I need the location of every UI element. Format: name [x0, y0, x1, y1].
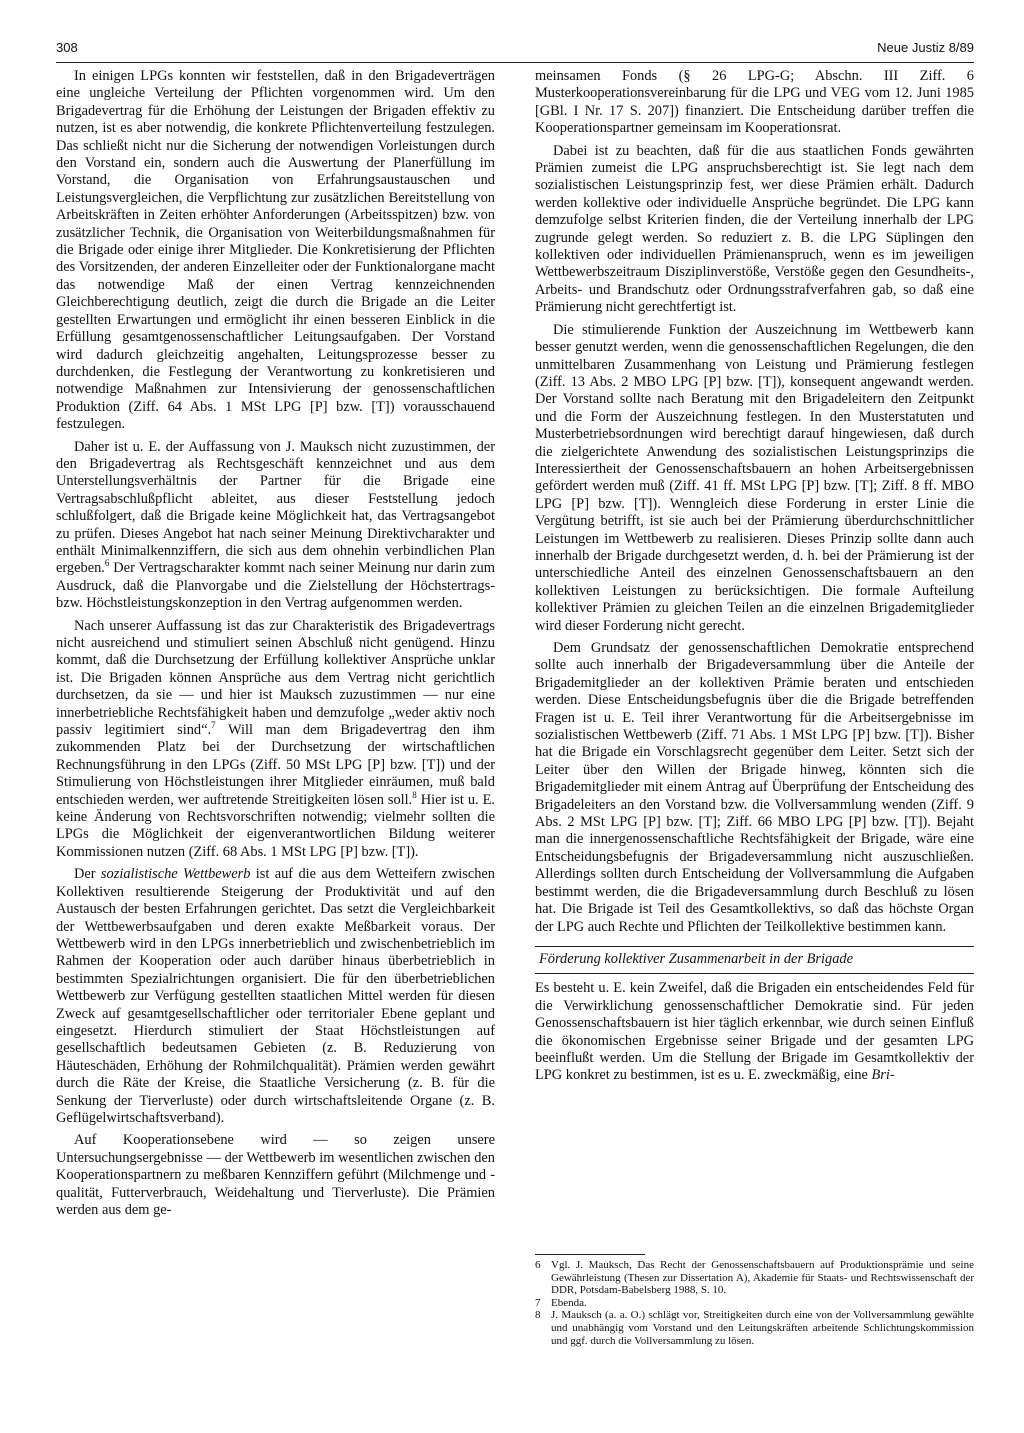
page-header [56, 36, 974, 63]
paragraph: In einigen LPGs konnten wir feststellen, daß in den Brigadeverträgen eine ungleiche Verteilung der Pflichten vorgenommen wird. Um den Brigadevertrag für die Erhöhung der Leistungen der Brigaden effektiv zu nutzen, ist es aber notwendig, die konkrete Pflichtenverteilung festzulegen. Das schließt nicht nur die Sicherung der notwendigen Vorleistungen durch den Vorstand ein, sondern auch die Auswertung der Planerfüllung im Vorstand, die Organisation von Erfahrungsaustauschen und Leistungsvergleichen, die Verpflichtung zur zusätzlichen Bereitstellung von Arbeitskräften in Zeiten erhöhter Anforderungen (Arbeitsspitzen) bzw. von zusätzlicher Technik, die Organisation von Weiterbildungsmaßnahmen für die Brigade oder einige ihrer Mitglieder. Die Konkretisierung der Pflichten des Vorsitzenden, der anderen Einzelleiter oder der Funktionalorgane macht das notwendige Maß der einen Vertrag kennzeichnenden Gleichberechtigung deutlich, zeigt die durch die Brigade an die Leiter gestellten Erwartungen und ermöglicht ihr einen besseren Einblick in die Erfüllung gesamtgenossenschaftlicher Leitungsaufgaben. Der Vorstand wird dadurch gleichzeitig angehalten, Leitungsprozesse besser zu durchdenken, die Festlegung der Verantwortung zu konkretisieren und notwendige Maßnahmen zur Intensivierung der genossenschaftlichen Produktion (Ziff. 64 Abs. 1 MSt LPG [P] bzw. [T]) vorausschauend festzulegen. [56, 68, 495, 433]
footnote-text: J. Mauksch (a. a. O.) schlägt vor, Streitigkeiten durch eine von der Vollversammlung gewählte und unabhängig vom Vorstand und den Leitungskräften arbeitende Schlichtungskommission und ggf. durch die Vollversammlung zu lösen. [551, 1309, 974, 1347]
paragraph: Dabei ist zu beachten, daß für die aus staatlichen Fonds gewährten Prämien zumeist die LPG anspruchsberechtigt ist. Sie legt nach dem sozialistischen Leistungsprinzip fest, wer diese Prämien erhält. Dadurch werden kollektive oder individuelle Ansprüche begründet. Die LPG kann demzufolge selbst Kriterien finden, die der Verteilung innerhalb der LPG zugrunde gelegt werden. So reduziert z. B. die LPG Süplingen den kollektiven oder individuellen Prämienanspruch, wenn es im jeweiligen Wettbewerbszeitraum Disziplinverstöße, Verstöße gegen den Gesundheits-, Arbeits- und Brandschutz oder Ordnungsstrafverfahren gab, so daß eine Prämierung nicht gerechtfertigt ist. [535, 142, 974, 316]
emphasis: Bri- [871, 1067, 895, 1084]
section-heading: Förderung kollektiver Zusammenarbeit in der Brigade [535, 946, 974, 974]
footnote-ref: 7 [211, 720, 216, 731]
footnote-number: 6 [535, 1259, 541, 1271]
paragraph: Auf Kooperationsebene wird — so zeigen unsere Untersuchungsergebnisse — der Wettbewerb im wesentlichen zwischen den Kooperationspartnern zu meßbaren Kennziffern geführt (Milchmenge und -qualität, Futterverbrauch, Weidehaltung und Tierverluste). Die Prämien werden aus dem ge- [56, 1132, 495, 1218]
footnote-text: Ebenda. [551, 1296, 587, 1309]
paragraph: Der sozialistische Wettbewerb ist auf die aus dem Wetteifern zwischen Kollektiven resultierende Steigerung der Produktivität und auf den Austausch der besten Erfahrungen gerichtet. Das setzt die Vergleichbarkeit der Wettbewerbsaufgaben und deren exakte Meßbarkeit voraus. Der Wettbewerb wird in den LPGs innerbetrieblich und zwischenbetrieblich im Rahmen der Kooperation oder auch darüber hinaus überbetrieblich in bestimmten Spezialrichtungen organisiert. Die für den überbetrieblichen Wettbewerb zur Verfügung gestellten staatlichen Mittel werden für diesen Zweck auf gesamtgesellschaftlicher oder territorialer Ebene geplant und eingesetzt. Hierdurch stimuliert der Staat Höchstleistungen auf gesellschaftlich bedeutsamen Gebieten (z. B. Reduzierung von Häuteschäden, Erhöhung der Rohmilchqualität). Prämien werden gewährt durch die Räte der Kreise, die Staatliche Versicherung (z. B. für die Senkung der Tierverluste) oder durch wirtschaftsleitende Organe (z. B. Geflügelwirtschaftsverband). [56, 866, 496, 1126]
page-number: 308 [56, 40, 78, 55]
footnote [535, 1259, 974, 1297]
paragraph: meinsamen Fonds (§ 26 LPG-G; Abschn. III Ziff. 6 Musterkooperationsvereinbarung für die LPG und VEG vom 12. Juni 1985 [GBl. I Nr. 17 S. 207]) finanziert. Die Entscheidung darüber treffen die Kooperationspartner gemeinsam im Kooperationsrat. [535, 68, 974, 137]
footnote-number: 8 [535, 1309, 541, 1322]
paragraph: Es besteht u. E. kein Zweifel, daß die Brigaden ein entscheidendes Feld für die Verwirklichung genossenschaftlicher Demokratie sind. Für jeden Genossenschaftsbauern ist hier täglich erkennbar, wie durch seinen Einfluß die ökonomischen Ergebnisse seiner Brigade und der gesamten LPG beeinflußt werden. Um die Stellung der Brigade im Gesamtkollektiv der LPG konkret zu bestimmen, ist es u. E. zweckmäßig, eine Bri- [535, 980, 974, 1084]
footnote-number: 7 [535, 1296, 541, 1309]
paragraph: Nach unserer Auffassung ist das zur Charakteristik des Brigadevertrags nicht ausreichend und stimuliert seinen Abschluß nicht genügend. Hinzu kommt, daß die Durchsetzung der Erfüllung kollektiver Ansprüche unklar ist. Die Brigaden können Ansprüche aus dem Vertrag nicht gerichtlich durchsetzen, da sie — und hier ist Mauksch zuzustimmen — nur eine innerbetriebliche Rechtsfähigkeit haben und demzufolge „weder aktiv noch passiv legitimiert sind“.$^7$ Will man dem Brigadevertrag den ihm zukommenden Platz bei der Durchsetzung der wirtschaftlichen Rechnungsführung in den LPGs (Ziff. 50 MSt LPG [P] bzw. [T]) und der Stimulierung von Höchstleistungen ihrer Mitglieder einräumen, muß bald entschieden werden, wer auftretende Streitigkeiten lösen soll.$^8$ Hier ist u. E. keine Änderung von Rechtsvorschriften notwendig; vielmehr sollten die LPGs die Möglichkeit der eigenverantwortlichen Bildung weiterer Kommissionen nutzen (Ziff. 68 Abs. 1 MSt LPG [P] bzw. [T]). [56, 617, 496, 860]
footnote-ref: 6 [104, 558, 110, 569]
footnote-divider [535, 1254, 645, 1255]
footnote-text: Vgl. J. Mauksch, Das Recht der Genossenschaftsbauern auf Produktionsprämie und seine Gewährleistung (Thesen zur Dissertation A), Akademie für Staats- und Rechtswissenschaft der DDR, Potsdam-Babelsberg 1988, S. 10. [551, 1259, 974, 1297]
paragraph: Die stimulierende Funktion der Auszeichnung im Wettbewerb kann besser genutzt werden, wenn die genossenschaftlichen Regelungen, die den unmittelbaren Zusammenhang von Leistung und Prämierung festlegen (Ziff. 13 Abs. 2 MBO LPG [P] bzw. [T]), konsequent angewandt werden. Der Vorstand sollte nach Beratung mit den Brigadeleitern den Zeitpunkt und die Form der Auszeichnung festlegen. In den Musterstatuten und Musterbetriebsordnungen wird berechtigt darauf hingewiesen, daß durch die zielgerichtete Anwendung des sozialistischen Leistungsprinzips die Interessiertheit der Genossenschaftsbauern an hohen Arbeitsergebnissen gefördert werden muß (Ziff. 41 ff. MSt LPG [P] bzw. [T]; Ziff. 8 ff. MBO LPG [P] bzw. [T]). Wenngleich diese Forderung in erster Linie die Vergütung betrifft, ist sie auch bei der Prämierung überdurchschnittlicher Leistungen im Wettbewerb zu realisieren. Dieses Prinzip sollte dann auch innerhalb der Brigade durchgesetzt werden, d. h. bei der Prämierung ist der unterschiedliche Anteil des einzelnen Genossenschaftsbauern an den kollektiven Leistungen zu berücksichtigen. Die formale Aufteilung kollektiver Prämien zu gleichen Teilen an die einzelnen Brigademitglieder wird dieser Forderung nicht gerecht. [535, 321, 974, 634]
journal-reference: Neue Justiz 8/89 [877, 40, 974, 55]
emphasis: sozialistische Wettbewerb [100, 866, 251, 883]
paragraph: Dem Grundsatz der genossenschaftlichen Demokratie entsprechend sollte auch innerhalb der Brigadeversammlung über die Anteile der Brigademitglieder an der kollektiven Prämie beraten und entschieden werden. Diese Entscheidungsbefugnis über die die Brigade betreffenden Fragen ist u. E. Teil ihrer Verantwortung für die Arbeitsergebnisse im sozialistischen Wettbewerb (Ziff. 71 Abs. 1 MSt LPG [P] bzw. [T]). Bisher hat die Brigade ein Vorschlagsrecht gegenüber dem Leiter. Setzt sich der Leiter über den Willen der Brigade hinweg, könnten sich die Brigademitglieder mit einem Antrag auf Überprüfung der Entscheidung des Brigadeleiters an den Vorstand bzw. die Vollversammlung wenden (Ziff. 9 Abs. 2 MSt LPG [P] bzw. [T]; Ziff. 66 MBO LPG [P] bzw. [T]). Bejaht man die innergenossenschaftliche Rechtsfähigkeit der Brigade, wäre eine Entscheidungsbefugnis der Brigadeversammlung nicht auszuschließen. Allerdings sollten durch Entscheidung der Vollversammlung die Aufgaben bestimmt werden, die die Brigadeversammlung durch Beschluß zu lösen hat. Die Brigade ist Teil des Gesamtkollektivs, so daß das höchste Organ der LPG auch Rechte und Pflichten der Teilkollektive bestimmen kann. [535, 640, 974, 935]
footnote [535, 1309, 974, 1347]
footnote [535, 1297, 974, 1310]
paragraph: Daher ist u. E. der Auffassung von J. Mauksch nicht zuzustimmen, der den Brigadevertrag als Rechtsgeschäft kennzeichnet und aus dem Unterstellungsverhältnis der Partner für die Brigade eine Vertragsabschlußpflicht ableitet, aus dieser Feststellung jedoch schlußfolgert, daß die Brigade keine Möglichkeit hat, das Vertragsangebot zu prüfen. Dieses Angebot hat nach seiner Meinung Direktivcharakter und enthält Minimalkennziffern, die sich aus dem ohnehin verbindlichen Plan ergeben.$^6$ Der Vertragscharakter kommt nach seiner Meinung nur darin zum Ausdruck, daß die Planvorgabe und die Zielstellung der Höchstertrags- bzw. Höchstleistungskonzeption in den Vertrag aufgenommen werden. [56, 438, 495, 612]
footnote-ref: 8 [412, 789, 417, 800]
footnotes [535, 1254, 974, 1347]
right-column [535, 68, 974, 1388]
left-column [56, 68, 495, 1408]
